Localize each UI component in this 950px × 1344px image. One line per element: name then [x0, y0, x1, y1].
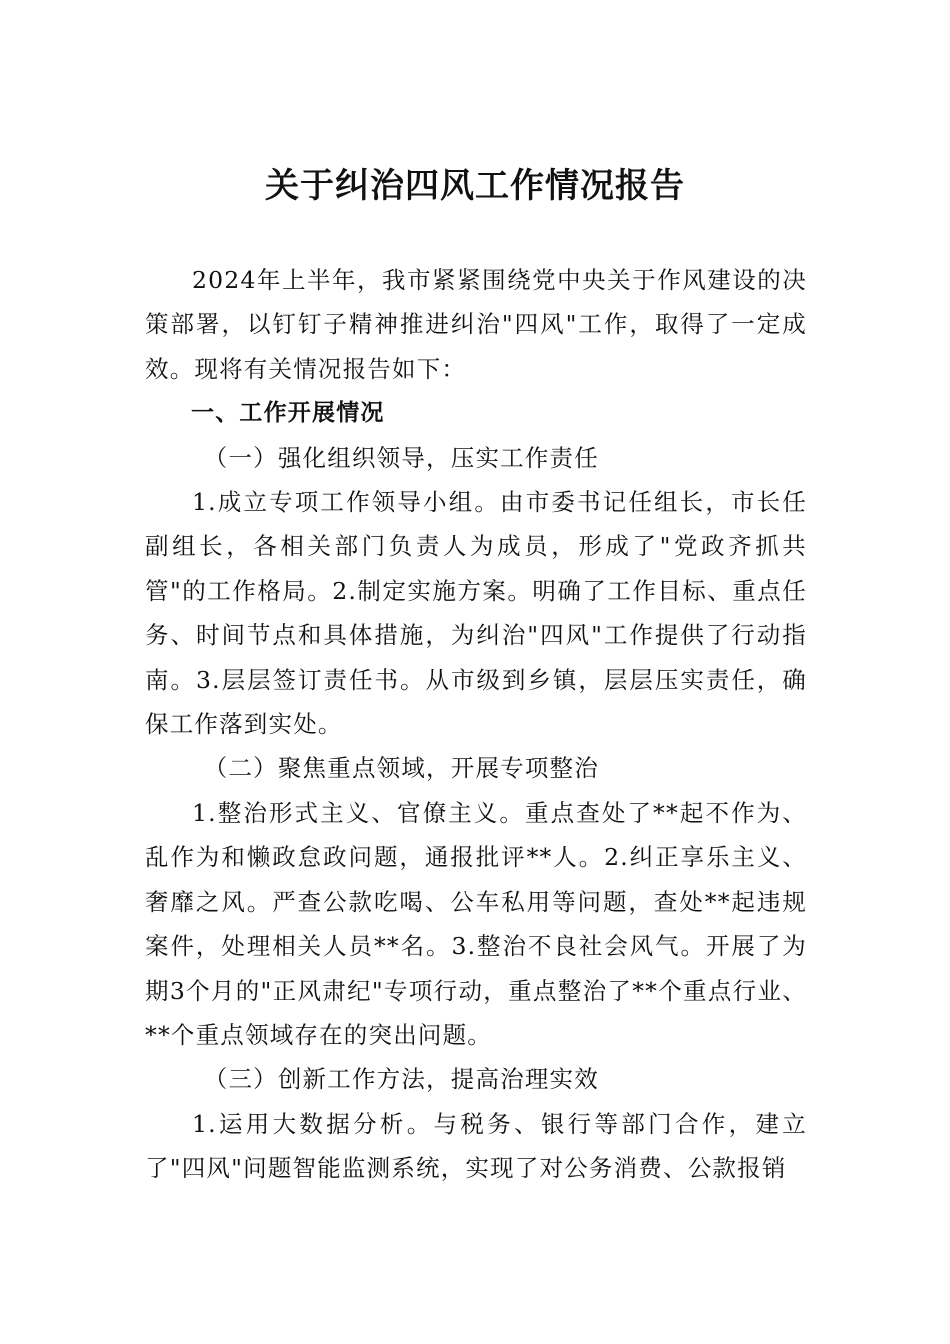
subsection-heading-3: （三）创新工作方法，提高治理实效 — [203, 1065, 599, 1094]
document-title: 关于纠治四风工作情况报告 — [265, 166, 685, 206]
section-heading-1: 一、工作开展情况 — [191, 400, 385, 427]
subsection-heading-2: （二）聚焦重点领域，开展专项整治 — [203, 754, 599, 783]
body-paragraph-2: 1.整治形式主义、官僚主义。重点查处了**起不作为、乱作为和懒政怠政问题，通报批评**人。2.纠正享乐主义、奢靡之风。严查公款吃喝、公车私用等问题，查处**起违规案件，处理相关人员**名。3.整治不良社会风气。开展了为期3个月的"正风肃纪"专项行动，重点整治了**个重点行业、**个重点领域存在的突出问题。 — [145, 798, 807, 1049]
intro-paragraph: 2024年上半年，我市紧紧围绕党中央关于作风建设的决策部署，以钉钉子精神推进纠治"四风"工作，取得了一定成效。现将有关情况报告如下： — [145, 266, 807, 383]
subsection-heading-1: （一）强化组织领导，压实工作责任 — [203, 443, 599, 472]
body-paragraph-3: 1.运用大数据分析。与税务、银行等部门合作，建立了"四风"问题智能监测系统，实现了对公务消费、公款报销 — [145, 1109, 807, 1183]
document-body — [145, 258, 807, 1191]
body-paragraph-1: 1.成立专项工作领导小组。由市委书记任组长，市长任副组长，各相关部门负责人为成员，形成了"党政齐抓共管"的工作格局。2.制定实施方案。明确了工作目标、重点任务、时间节点和具体措施，为纠治"四风"工作提供了行动指南。3.层层签订责任书。从市级到乡镇，层层压实责任，确保工作落到实处。 — [145, 488, 807, 739]
